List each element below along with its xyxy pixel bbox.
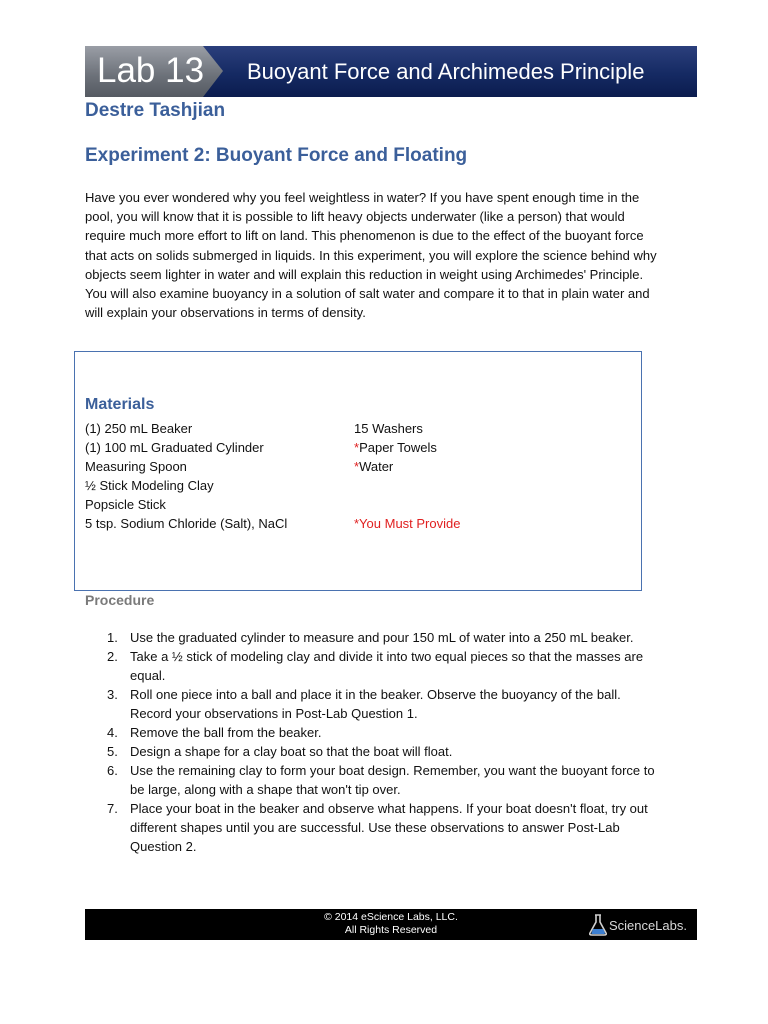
provided-asterisk: * [354, 440, 360, 455]
materials-heading: Materials [85, 396, 155, 413]
provided-asterisk: * [354, 459, 360, 474]
procedure-step: 1. Use the graduated cylinder to measure and pour 150 mL of water into a 250 mL beaker. [107, 630, 634, 645]
student-name: Destre Tashjian [85, 100, 226, 121]
lab-header-banner [85, 46, 697, 97]
page-footer [85, 909, 697, 940]
material-item: (1) 100 mL Graduated Cylinder [85, 440, 264, 455]
materials-right-column [354, 419, 460, 533]
procedure-step: 7. Place your boat in the beaker and observe what happens. If your boat doesn't float, try out different shapes until you are successful. Use these observations to answer Post-Lab Question 2. [107, 801, 648, 854]
material-item-provided: *Paper Towels [354, 440, 437, 455]
material-item: 15 Washers [354, 421, 423, 436]
escience-logo: ScienceLabs. [589, 913, 687, 937]
procedure-steps [85, 628, 665, 856]
lab-number-label: Lab 13 [97, 51, 205, 90]
procedure-step: 3. Roll one piece into a ball and place it in the beaker. Observe the buoyancy of the ball. Record your observations in Post-Lab Question 1. [107, 687, 621, 721]
you-must-provide-note: *You Must Provide [354, 516, 461, 531]
material-item-provided: *Water [354, 459, 394, 474]
material-item: Popsicle Stick [85, 497, 166, 512]
flask-icon [589, 914, 607, 936]
material-item: Measuring Spoon [85, 459, 187, 474]
material-item: ½ Stick Modeling Clay [85, 478, 214, 493]
materials-left-column [85, 419, 287, 533]
procedure-step: 6. Use the remaining clay to form your boat design. Remember, you want the buoyant force to be large, along with a shape that won't tip over. [107, 763, 655, 797]
material-item: (1) 250 mL Beaker [85, 421, 193, 436]
footer-copyright: © 2014 eScience Labs, LLC. All Rights Reserved [324, 911, 458, 936]
lab-title: Buoyant Force and Archimedes Principle [247, 59, 645, 84]
material-item: 5 tsp. Sodium Chloride (Salt), NaCl [85, 516, 288, 531]
intro-paragraph: Have you ever wondered why you feel weightless in water? If you have spent enough time in the pool, you will know that it is possible to lift heavy objects underwater (like a person) that would require much more effort to lift on land. This phenomenon is due to the effect of the buoyant force that acts on solids submerged in liquids. In this experiment, you will explore the science behind why objects seem lighter in water and will explain this reduction in weight using Archimedes' Principle. You will also examine buoyancy in a solution of salt water and compare it to that in plain water and will explain your observations in terms of density. [85, 190, 657, 321]
procedure-step: 5. Design a shape for a clay boat so that the boat will float. [107, 744, 453, 759]
procedure-heading: Procedure [85, 592, 155, 608]
procedure-step: 4. Remove the ball from the beaker. [107, 725, 322, 740]
experiment-title: Experiment 2: Buoyant Force and Floating [85, 145, 468, 166]
procedure-step: 2. Take a ½ stick of modeling clay and divide it into two equal pieces so that the masses are equal. [107, 649, 644, 683]
